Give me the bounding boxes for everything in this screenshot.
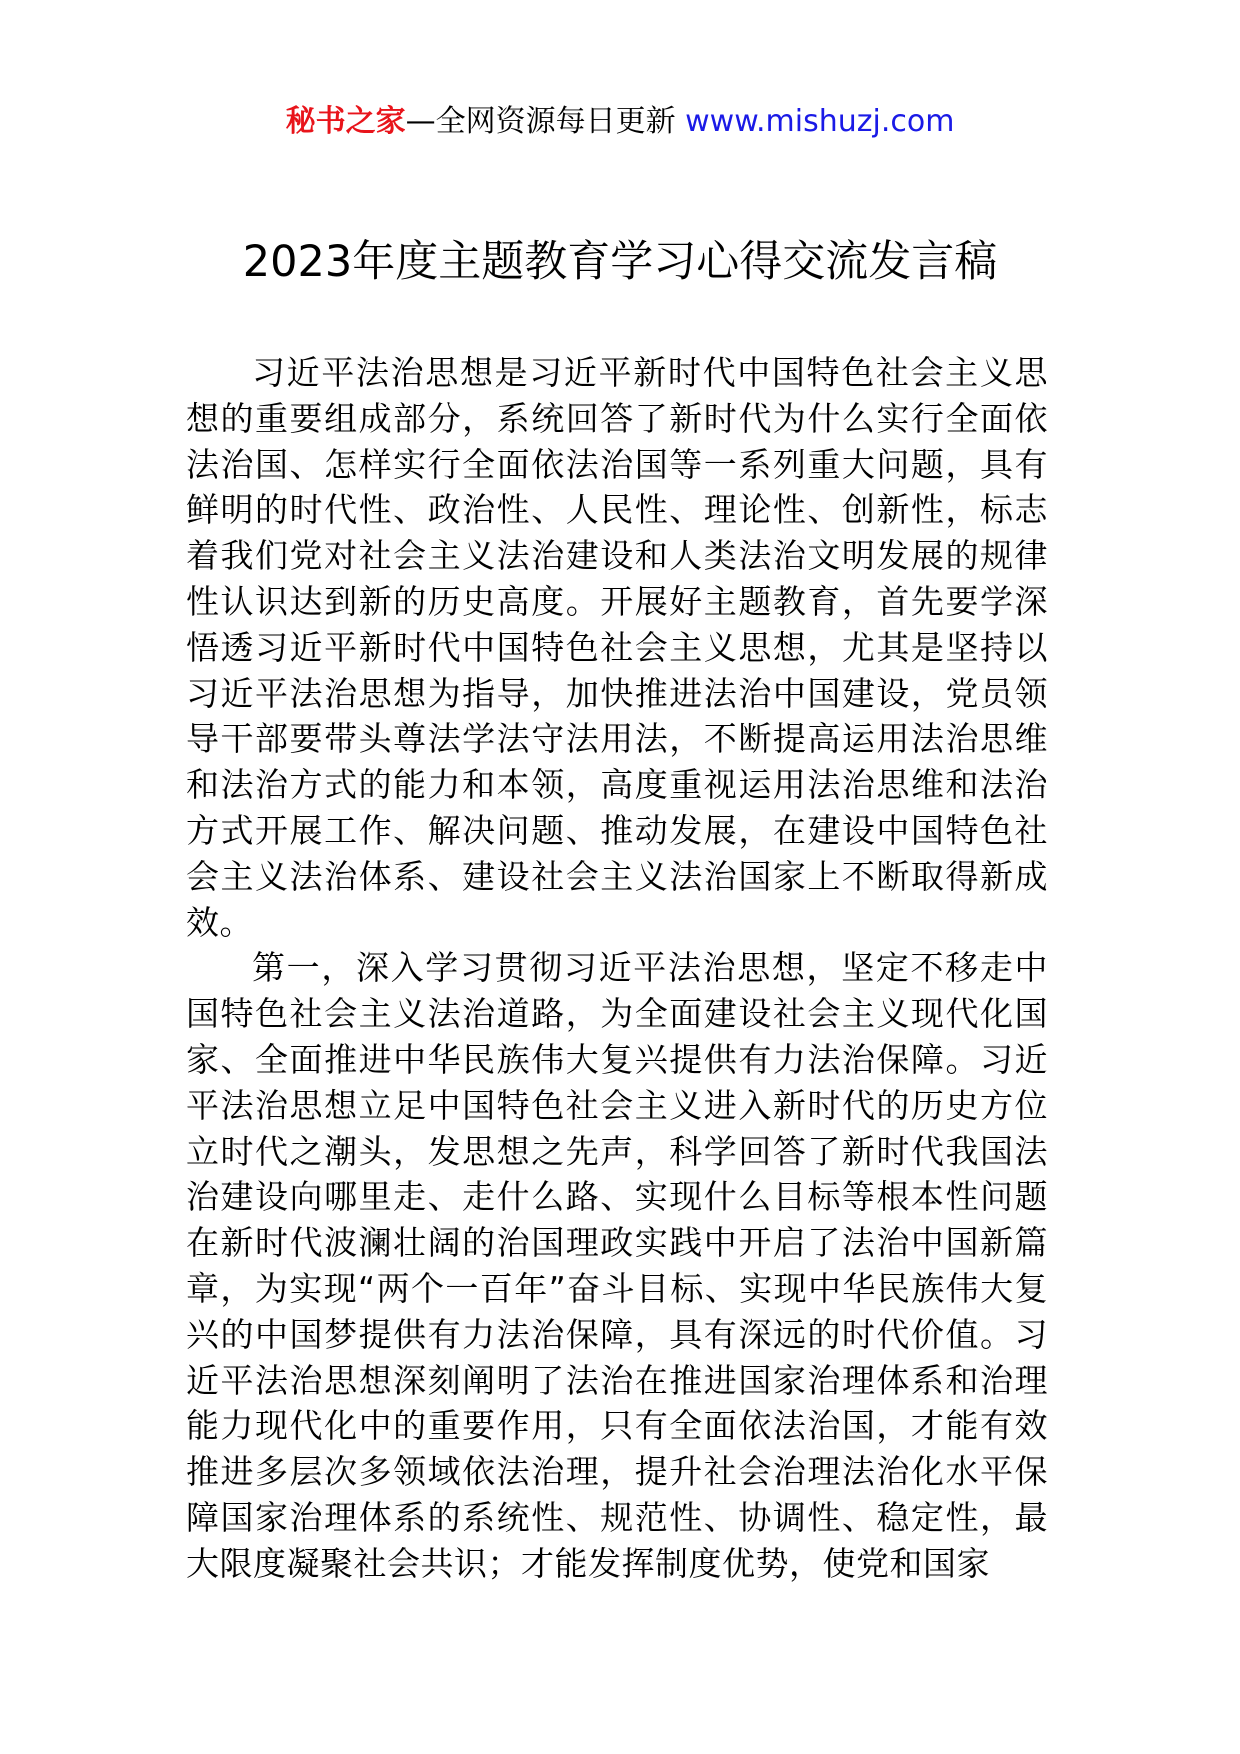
paragraph-first-point: 第一，深入学习贯彻习近平法治思想，坚定不移走中国特色社会主义法治道路，为全面建设社会主义现代化国家、全面推进中华民族伟大复兴提供有力法治保障。习近平法治思想立足中国特色社会主义进入新时代的历史方位立时代之潮头，发思想之先声，科学回答了新时代我国法治建设向哪里走、走什么路、实现什么目标等根本性问题在新时代波澜壮阔的治国理政实践中开启了法治中国新篇章，为实现“两个一百年”奋斗目标、实现中华民族伟大复兴的中国梦提供有力法治保障，具有深远的时代价值。习近平法治思想深刻阐明了法治在推进国家治理体系和治理能力现代化中的重要作用，只有全面依法治国，才能有效推进多层次多领域依法治理，提升社会治理法治化水平保障国家治理体系的系统性、规范性、协调性、稳定性，最大限度凝聚社会共识；才能发挥制度优势，使党和国家 <box>186 948 1048 1583</box>
header-tagline: —全网资源每日更新 <box>405 104 686 139</box>
document-body <box>186 350 1048 1587</box>
site-url-link[interactable]: www.mishuzj.com <box>685 104 955 139</box>
paragraph-intro: 习近平法治思想是习近平新时代中国特色社会主义思想的重要组成部分，系统回答了新时代为什么实行全面依法治国、怎样实行全面依法治国等一系列重大问题，具有鲜明的时代性、政治性、人民性、理论性、创新性，标志着我们党对社会主义法治建设和人类法治文明发展的规律性认识达到新的历史高度。开展好主题教育，首先要学深悟透习近平新时代中国特色社会主义思想，尤其是坚持以习近平法治思想为指导，加快推进法治中国建设，党员领导干部要带头尊法学法守法用法，不断提高运用法治思维和法治方式的能力和本领，高度重视运用法治思维和法治方式开展工作、解决问题、推动发展，在建设中国特色社会主义法治体系、建设社会主义法治国家上不断取得新成效。 <box>186 353 1048 942</box>
site-header <box>0 100 1240 144</box>
document-title: 2023年度主题教育学习心得交流发言稿 <box>242 237 998 287</box>
brand-name: 秘书之家 <box>285 104 406 139</box>
